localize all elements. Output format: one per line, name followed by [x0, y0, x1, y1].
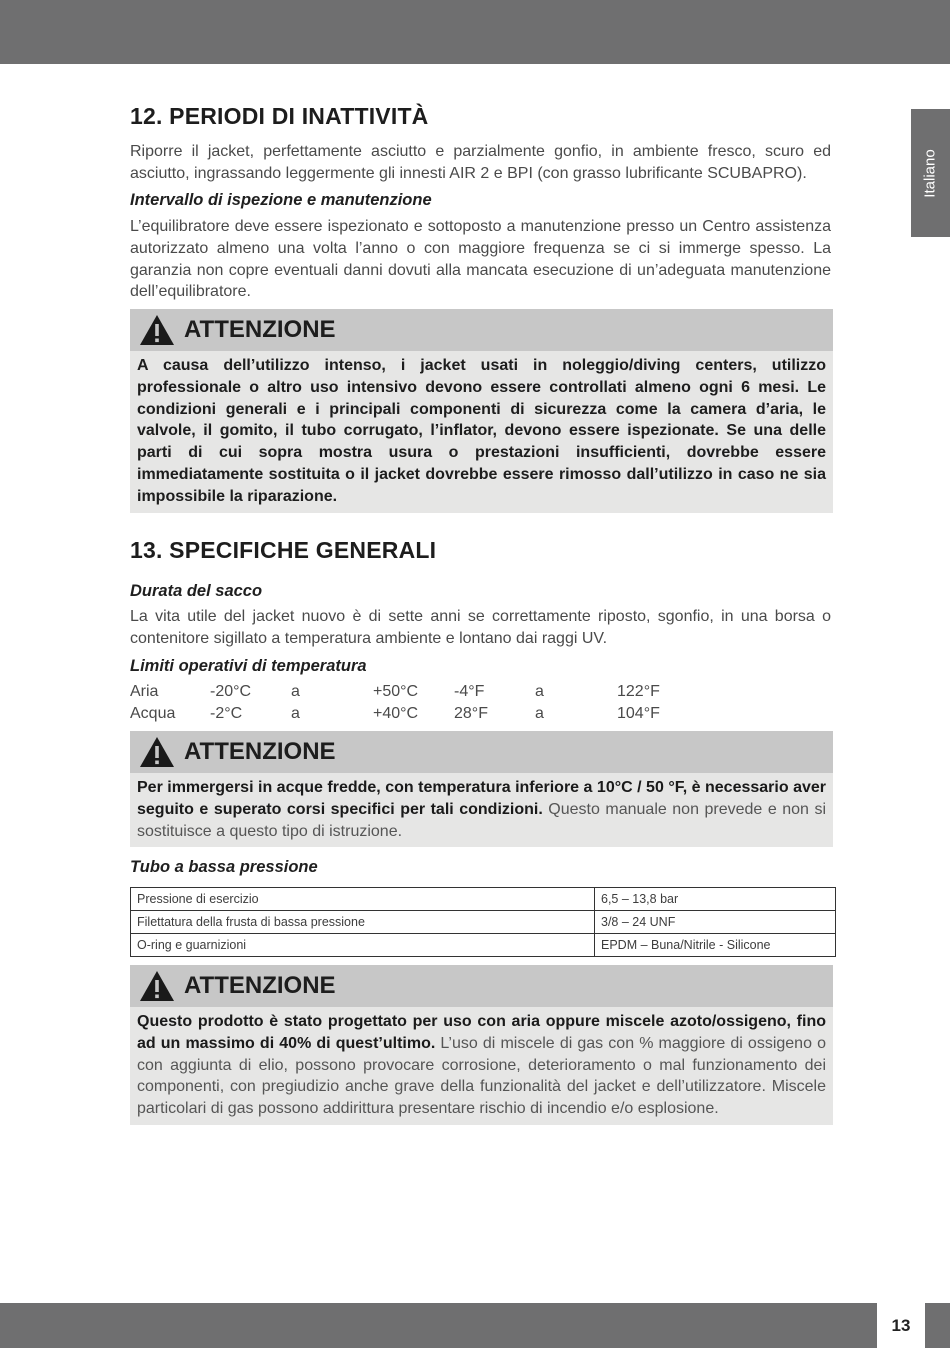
language-tab	[911, 109, 950, 237]
warning-triangle-icon	[139, 736, 175, 768]
inspection-subheading: Intervallo di ispezione e manutenzione	[130, 191, 432, 209]
temp-c-max: +40°C	[373, 705, 419, 722]
temp-c-min: -20°C	[210, 683, 252, 700]
footer-bar-end	[925, 1303, 950, 1348]
spec-value: EPDM – Buna/Nitrile - Silicone	[595, 934, 836, 957]
spec-value: 3/8 – 24 UNF	[595, 911, 836, 934]
warning-text	[130, 1007, 833, 1125]
temperature-limits	[130, 681, 830, 725]
section-12-title: 12. PERIODI DI INATTIVITÀ	[130, 103, 429, 129]
bag-life-subheading: Durata del sacco	[130, 582, 263, 600]
table-row	[131, 911, 836, 934]
warning-header	[130, 965, 833, 1007]
temp-f-min: 28°F	[454, 705, 488, 722]
temp-medium: Aria	[130, 683, 159, 700]
warning-regular-text: L’uso di miscele di gas con % maggiore di ossigeno o con aggiunta di elio, possono provocare corrosione, deterioramento o mal funzionamento dei componenti, con pregiudizio anche grave della funzionalità del jacket e dell’utilizzatore. Miscele particolari di gas possono addirittura presentare rischio di incendio e/o esplosione.	[137, 1034, 826, 1118]
temp-to: a	[291, 705, 300, 722]
warning-text: A causa dell’utilizzo intenso, i jacket usati in noleggio/diving centers, utilizzo professionale o altro uso intensivo devono essere controllati almeno ogni 6 mesi. Le condizioni generali e i principali componenti di sicurezza come la camera d’aria, le valvole, il gomito, il tubo corrugato, l’inflator, devono essere ispezionate. Se una delle parti di cui sopra mostra usura o prestazioni insufficienti, dovrebbe essere immediatamente sostituita o il jacket dovrebbe essere rimosso dall’utilizzo in caso ne sia impossibile la riparazione.	[137, 357, 826, 505]
warning-title: ATTENZIONE	[184, 738, 336, 765]
temp-f-min: -4°F	[454, 683, 485, 700]
bag-life-text: La vita utile del jacket nuovo è di sette anni se correttamente riposto, sgonfio, in una borsa o contenitore sigillato a temperatura ambiente e lontano dai raggi UV.	[130, 608, 831, 647]
warning-bold-text: Questo prodotto è stato progettato per uso con aria oppure miscele azoto/ossigeno, fino ad un massimo di 40% di quest’ultimo.	[137, 1013, 826, 1052]
page-number: 13	[891, 1315, 911, 1335]
lp-hose-subheading: Tubo a bassa pressione	[130, 858, 318, 876]
language-tab-label: Italiano	[922, 148, 939, 198]
spec-label: Filettatura della frusta di bassa pressione	[131, 911, 595, 934]
warning-header	[130, 731, 833, 773]
spec-label: O-ring e guarnizioni	[131, 934, 595, 957]
warning-box-2	[130, 731, 833, 847]
warning-bold-text: Per immergersi in acque fredde, con temperatura inferiore a 10°C / 50 °F, è necessario aver seguito e superato corsi specifici per tali condizioni.	[137, 779, 826, 818]
temp-to: a	[291, 683, 300, 700]
temp-to: a	[535, 705, 544, 722]
warning-header	[130, 309, 833, 351]
temperature-row-water	[130, 703, 830, 725]
footer-bar	[0, 1303, 877, 1348]
temp-to: a	[535, 683, 544, 700]
warning-triangle-icon	[139, 314, 175, 346]
inspection-text: L’equilibratore deve essere ispezionato e sottoposto a manutenzione presso un Centro assistenza autorizzato almeno una volta l’anno o con maggiore frequenza se ci si immerge spesso. La garanzia non copre eventuali danni dovuti alla mancata esecuzione di un’adeguata manutenzione dell’equilibratore.	[130, 218, 831, 301]
lp-hose-spec-table	[130, 887, 836, 957]
temperature-row-air	[130, 681, 830, 703]
temp-f-max: 104°F	[617, 705, 660, 722]
spec-label: Pressione di esercizio	[131, 888, 595, 911]
warning-title: ATTENZIONE	[184, 316, 336, 343]
section-13-title: 13. SPECIFICHE GENERALI	[130, 537, 437, 563]
warning-triangle-icon	[139, 970, 175, 1002]
table-row	[131, 934, 836, 957]
temp-medium: Acqua	[130, 705, 176, 722]
header-bar	[0, 0, 950, 64]
warning-regular-text: Questo manuale non prevede e non si sostituisce a questo tipo di istruzione.	[137, 800, 826, 840]
section-12-intro: Riporre il jacket, perfettamente asciutto e parzialmente gonfio, in ambiente fresco, scuro ed asciutto, ingrassando leggermente gli innesti AIR 2 e BPI (con grasso lubrificante SCUBAPRO).	[130, 143, 831, 182]
spec-value: 6,5 – 13,8 bar	[595, 888, 836, 911]
warning-box-3	[130, 965, 833, 1125]
temperature-subheading: Limiti operativi di temperatura	[130, 657, 367, 675]
warning-title: ATTENZIONE	[184, 972, 336, 999]
table-row	[131, 888, 836, 911]
temp-c-min: -2°C	[210, 705, 243, 722]
temp-c-max: +50°C	[373, 683, 419, 700]
warning-text	[130, 773, 833, 847]
temp-f-max: 122°F	[617, 683, 660, 700]
warning-box-1	[130, 309, 833, 513]
